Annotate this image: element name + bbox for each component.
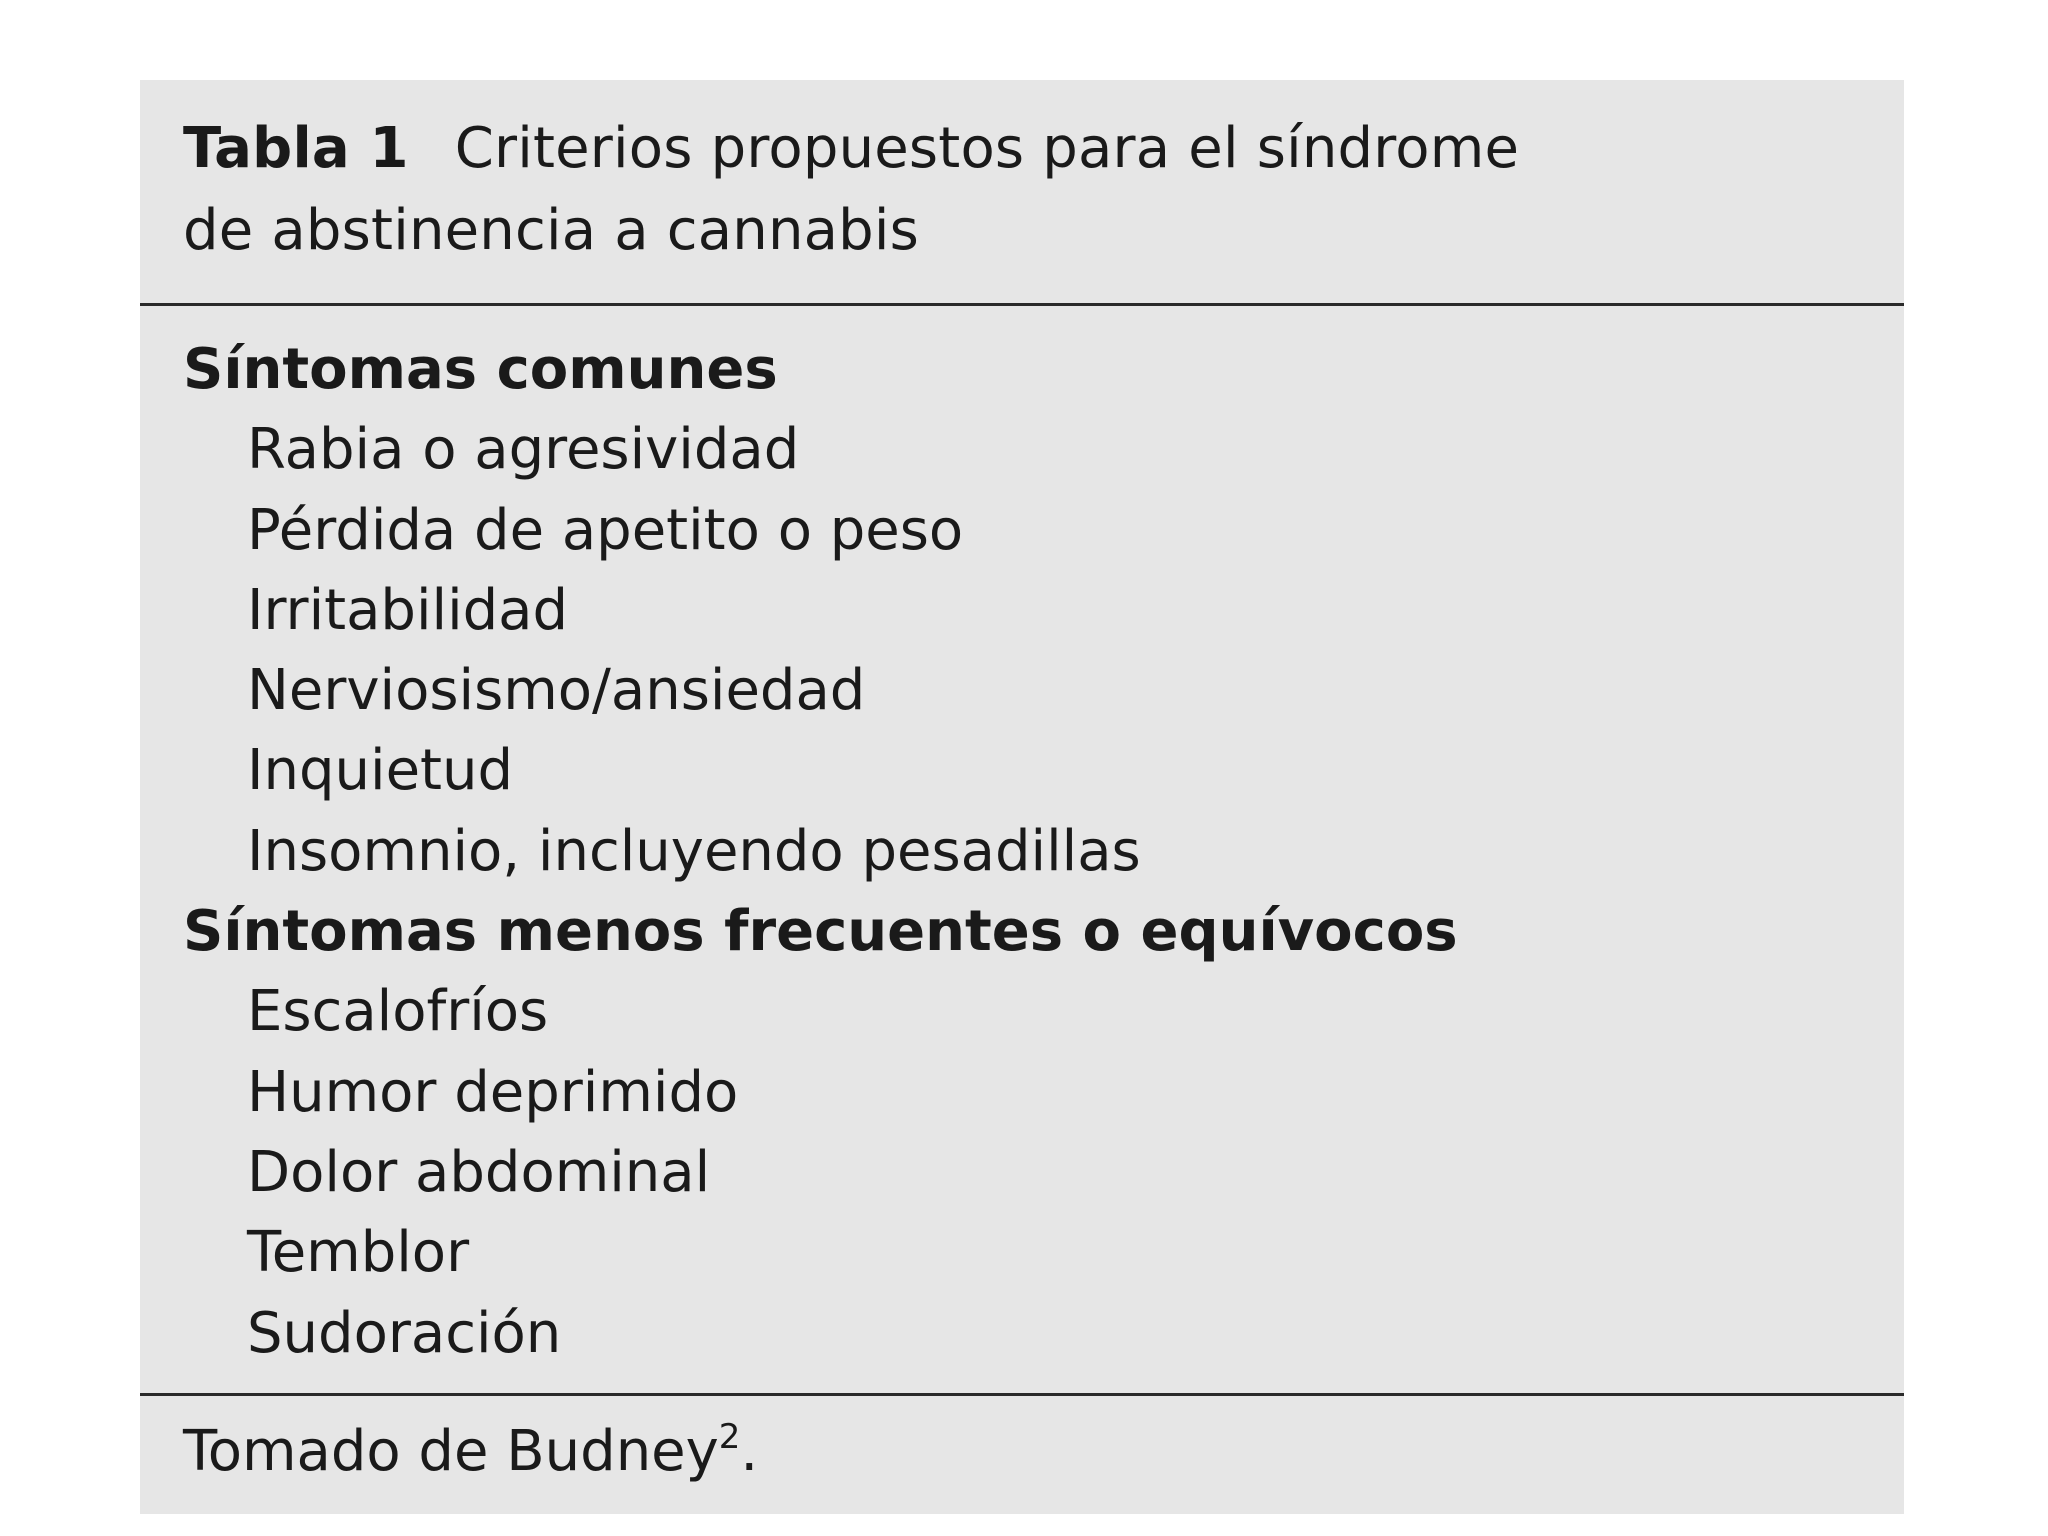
- list-item: Pérdida de apetito o peso: [247, 497, 964, 563]
- caption-line-1: Criterios propuestos para el síndrome: [454, 116, 1520, 181]
- caption-line-2: de abstinencia a cannabis: [183, 198, 920, 263]
- list-item: Escalofríos: [247, 979, 549, 1045]
- list-item: Rabia o agresividad: [247, 417, 800, 483]
- table-caption: [183, 108, 1833, 272]
- list-item: Insomnio, incluyendo pesadillas: [247, 818, 1141, 884]
- footnote-reference: 2: [718, 1417, 741, 1457]
- list-item: Irritabilidad: [247, 577, 569, 643]
- section-heading: Síntomas menos frecuentes o equívocos: [183, 899, 1458, 965]
- table-body: [183, 330, 1833, 1374]
- table-footnote: [183, 1412, 758, 1492]
- list-item: Temblor: [247, 1220, 470, 1286]
- bottom-rule: [140, 1393, 1904, 1396]
- section-heading: Síntomas comunes: [183, 337, 778, 402]
- table-label: Tabla 1: [183, 116, 409, 181]
- list-item: Dolor abdominal: [247, 1139, 711, 1205]
- table-box: [140, 80, 1904, 1514]
- list-item: Humor deprimido: [247, 1059, 739, 1125]
- list-item: Nerviosismo/ansiedad: [247, 658, 866, 724]
- footnote-text: Tomado de Budney: [183, 1419, 719, 1484]
- list-item: Sudoración: [247, 1300, 562, 1366]
- footnote-end: .: [740, 1419, 759, 1484]
- list-item: Inquietud: [247, 738, 514, 804]
- top-rule: [140, 303, 1904, 306]
